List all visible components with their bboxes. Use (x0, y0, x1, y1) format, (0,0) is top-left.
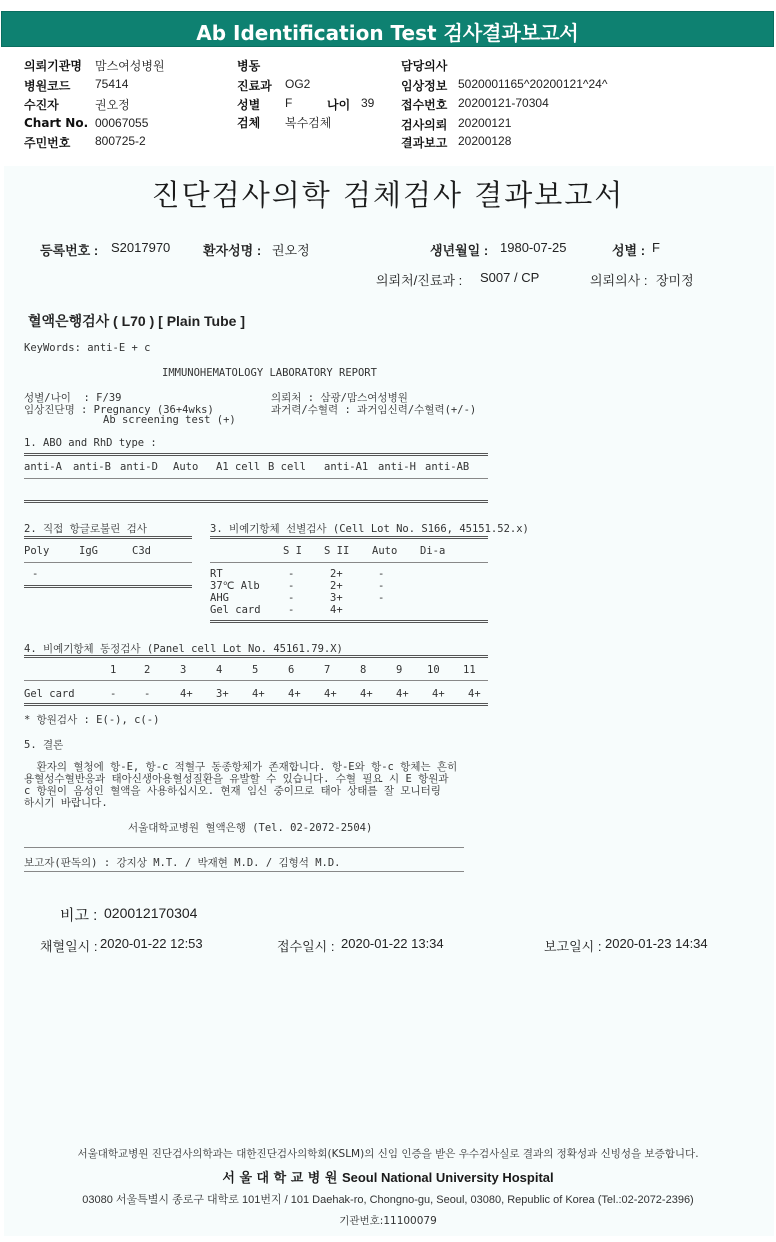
doctor-label: 의뢰의사 : (590, 273, 648, 288)
panel-cell: 4+ (396, 688, 409, 700)
info-label: 의뢰기관명 (24, 59, 82, 73)
conclusion-line: c 항원이 음성인 혈액을 사용하십시오. 현재 임신 중이므로 태아 상태를 잘 모니터링 (24, 785, 441, 797)
conclusion-line: 용혈성수혈반응과 태아신생아용혈성질환을 유발할 수 있습니다. 수혈 필요 시 E 항원과 (24, 773, 449, 785)
sexage-line: 성별/나이 : F/39 (24, 392, 122, 404)
info-value: 00067055 (95, 116, 149, 130)
info-value: 권오정 (95, 98, 130, 112)
abo-header: Auto (173, 461, 199, 473)
screen-phase: Gel card (210, 604, 261, 616)
screen-phase: 37℃ Alb (210, 580, 260, 592)
panel-number: 11 (463, 664, 476, 676)
info-value: 20200121 (458, 116, 512, 130)
conclusion-line: 하시기 바랍니다. (24, 797, 108, 809)
receive-value: 2020-01-22 13:34 (341, 936, 444, 951)
info-value: 5020001165^20200121^24^ (458, 77, 608, 91)
conclusion-title: 5. 결론 (24, 739, 64, 751)
panel-cell: - (144, 688, 151, 700)
panel-number: 3 (180, 664, 187, 676)
info-label: 수진자 (24, 98, 59, 112)
panel-number: 2 (144, 664, 151, 676)
divider (24, 680, 488, 681)
client-line: 의뢰처 : 삼광/맘스여성병원 (271, 392, 408, 404)
screen-cell: - (378, 592, 385, 604)
screen-cell: - (288, 568, 295, 580)
reporter-line: 보고자(판독의) : 강지상 M.T. / 박재현 M.D. / 김형석 M.D. (24, 857, 341, 869)
screen-cell: - (288, 592, 295, 604)
screen-phase: AHG (210, 592, 229, 604)
name-value: 권오정 (272, 243, 310, 258)
divider (24, 585, 192, 588)
screen-cell: - (288, 580, 295, 592)
info-value: 20200121-70304 (458, 96, 549, 110)
reg-value: S2017970 (111, 240, 171, 255)
divider (24, 453, 488, 456)
info-value: 800725-2 (95, 134, 146, 148)
footer-agency: 기관번호:11100079 (339, 1215, 437, 1227)
screen-cell: 3+ (330, 592, 343, 604)
info-label: 접수번호 (401, 98, 448, 112)
screen-cell: - (288, 604, 295, 616)
panel-title: 4. 비예기항체 동정검사 (Panel cell Lot No. 45161.79.X) (24, 643, 343, 655)
panel-number: 10 (427, 664, 440, 676)
info-label: 담당의사 (401, 59, 448, 73)
remark-label: 비고 : (60, 907, 98, 924)
screen-cell: 4+ (330, 604, 343, 616)
footer-hospital (0, 1167, 776, 1186)
conclusion-line: 환자의 혈청에 항-E, 항-c 적혈구 동종항체가 존재합니다. 항-E와 항-c 항체는 흔히 (24, 761, 458, 773)
panel-cell: 3+ (216, 688, 229, 700)
divider (24, 536, 192, 539)
abo-header: anti-B (73, 461, 111, 473)
info-label: 병동 (237, 59, 261, 73)
panel-cell: - (110, 688, 117, 700)
info-value: 39 (361, 96, 375, 110)
divider (24, 655, 488, 658)
divider (24, 847, 464, 848)
doctor-value: 장미정 (656, 273, 694, 288)
remark-value: 020012170304 (104, 905, 198, 921)
info-value: OG2 (285, 77, 311, 91)
screen-header: Di-a (420, 545, 446, 557)
name-label: 환자성명 : (203, 243, 262, 258)
panel-cell: 4+ (360, 688, 373, 700)
panel-cell: 4+ (432, 688, 445, 700)
dob-label: 생년월일 : (430, 243, 489, 258)
panel-number: 8 (360, 664, 367, 676)
divider (24, 478, 488, 479)
abo-header: A1 cell (216, 461, 261, 473)
abo-header: anti-A (24, 461, 62, 473)
info-label: 나이 (327, 98, 351, 112)
info-label: 임상정보 (401, 79, 448, 93)
title-bar (1, 11, 774, 47)
reg-label: 등록번호 : (40, 243, 99, 258)
footer-cert: 서울대학교병원 진단검사의학과는 대한진단검사의학회(KSLM)의 신임 인증을 받은 우수검사실로 결과의 정확성과 신빙성을 보증합니다. (77, 1148, 699, 1160)
divider (210, 620, 488, 623)
info-value: F (285, 96, 293, 110)
receive-label: 접수일시 : (277, 939, 335, 954)
report-title: 진단검사의학 검체검사 결과보고서 (151, 178, 625, 212)
divider (210, 562, 488, 563)
divider (24, 562, 192, 563)
divider (210, 536, 488, 539)
panel-cell: 4+ (324, 688, 337, 700)
screen-title: 3. 비예기항체 선별검사 (Cell Lot No. S166, 45151.52.x) (210, 523, 529, 535)
panel-cell: 4+ (288, 688, 301, 700)
panel-cell: 4+ (252, 688, 265, 700)
history-line: 과거력/수혈력 : 과거임신력/수혈력(+/-) (271, 404, 477, 416)
abo-header: anti-D (120, 461, 158, 473)
info-label: 결과보고 (401, 136, 448, 150)
diag-line-2: Ab screening test (+) (103, 414, 236, 426)
panel-cell: 4+ (468, 688, 481, 700)
info-value: 복수검체 (285, 116, 332, 130)
keywords: KeyWords: anti-E + c (24, 342, 151, 354)
panel-number: 5 (252, 664, 259, 676)
test-title: 혈액은행검사 ( L70 ) [ Plain Tube ] (28, 313, 246, 329)
dat-header: C3d (132, 545, 151, 557)
abo-header: anti-A1 (324, 461, 369, 473)
report-value: 2020-01-23 14:34 (605, 936, 708, 951)
panel-row-label: Gel card (24, 688, 75, 700)
title-bar-text: Ab Identification Test 검사결과보고서 (196, 21, 579, 45)
lab-header: IMMUNOHEMATOLOGY LABORATORY REPORT (162, 367, 377, 379)
screen-header: S II (324, 545, 350, 557)
info-label: 주민번호 (24, 136, 71, 150)
bloodbank-line: 서울대학교병원 혈액은행 (Tel. 02-2072-2504) (128, 822, 373, 834)
dat-header: Poly (24, 545, 50, 557)
abo-header: anti-AB (425, 461, 470, 473)
screen-header: Auto (372, 545, 398, 557)
info-label: Chart No. (24, 116, 89, 130)
screen-cell: - (378, 568, 385, 580)
dat-title: 2. 직접 항글로불린 검사 (24, 523, 147, 535)
diag-line: 임상진단명 : Pregnancy (36+4wks) (24, 404, 214, 416)
divider (24, 703, 488, 706)
antigen-line: * 항원검사 : E(-), c(-) (24, 714, 160, 726)
info-label: 검사의뢰 (401, 118, 448, 132)
panel-number: 9 (396, 664, 403, 676)
collect-value: 2020-01-22 12:53 (100, 936, 203, 951)
panel-number: 4 (216, 664, 223, 676)
abo-header: anti-H (378, 461, 416, 473)
panel-number: 6 (288, 664, 295, 676)
sex-label: 성별 : (612, 243, 646, 258)
panel-number: 7 (324, 664, 331, 676)
info-label: 성별 (237, 98, 261, 112)
info-label: 병원코드 (24, 79, 71, 93)
screen-phase: RT (210, 568, 223, 580)
dob-value: 1980-07-25 (500, 240, 567, 255)
dept-label: 의뢰처/진료과 : (376, 273, 463, 288)
abo-header: B cell (268, 461, 306, 473)
sex-value: F (652, 240, 660, 255)
footer-hospital-en: Seoul National University Hospital (341, 1170, 554, 1185)
divider (24, 500, 488, 503)
info-label: 진료과 (237, 79, 272, 93)
report-label: 보고일시 : (544, 939, 602, 954)
footer-address: 03080 서울특별시 종로구 대학로 101번지 / 101 Daehak-ro, Chongno-gu, Seoul, 03080, Republic of Korea (Tel.:02-2072-2396) (82, 1194, 694, 1206)
screen-cell: 2+ (330, 580, 343, 592)
dat-value: - (32, 568, 39, 580)
panel-cell: 4+ (180, 688, 193, 700)
collect-label: 채혈일시 : (40, 939, 98, 954)
info-value: 맘스여성병원 (95, 59, 165, 73)
info-label: 검체 (237, 116, 261, 130)
info-value: 75414 (95, 77, 129, 91)
abo-title: 1. ABO and RhD type : (24, 437, 157, 449)
panel-number: 1 (110, 664, 117, 676)
screen-cell: - (378, 580, 385, 592)
footer-hospital-ko: 서 울 대 학 교 병 원 (222, 1171, 338, 1186)
dat-header: IgG (79, 545, 98, 557)
screen-cell: 2+ (330, 568, 343, 580)
divider (24, 871, 464, 872)
info-value: 20200128 (458, 134, 512, 148)
dept-value: S007 / CP (480, 270, 540, 285)
screen-header: S I (283, 545, 302, 557)
